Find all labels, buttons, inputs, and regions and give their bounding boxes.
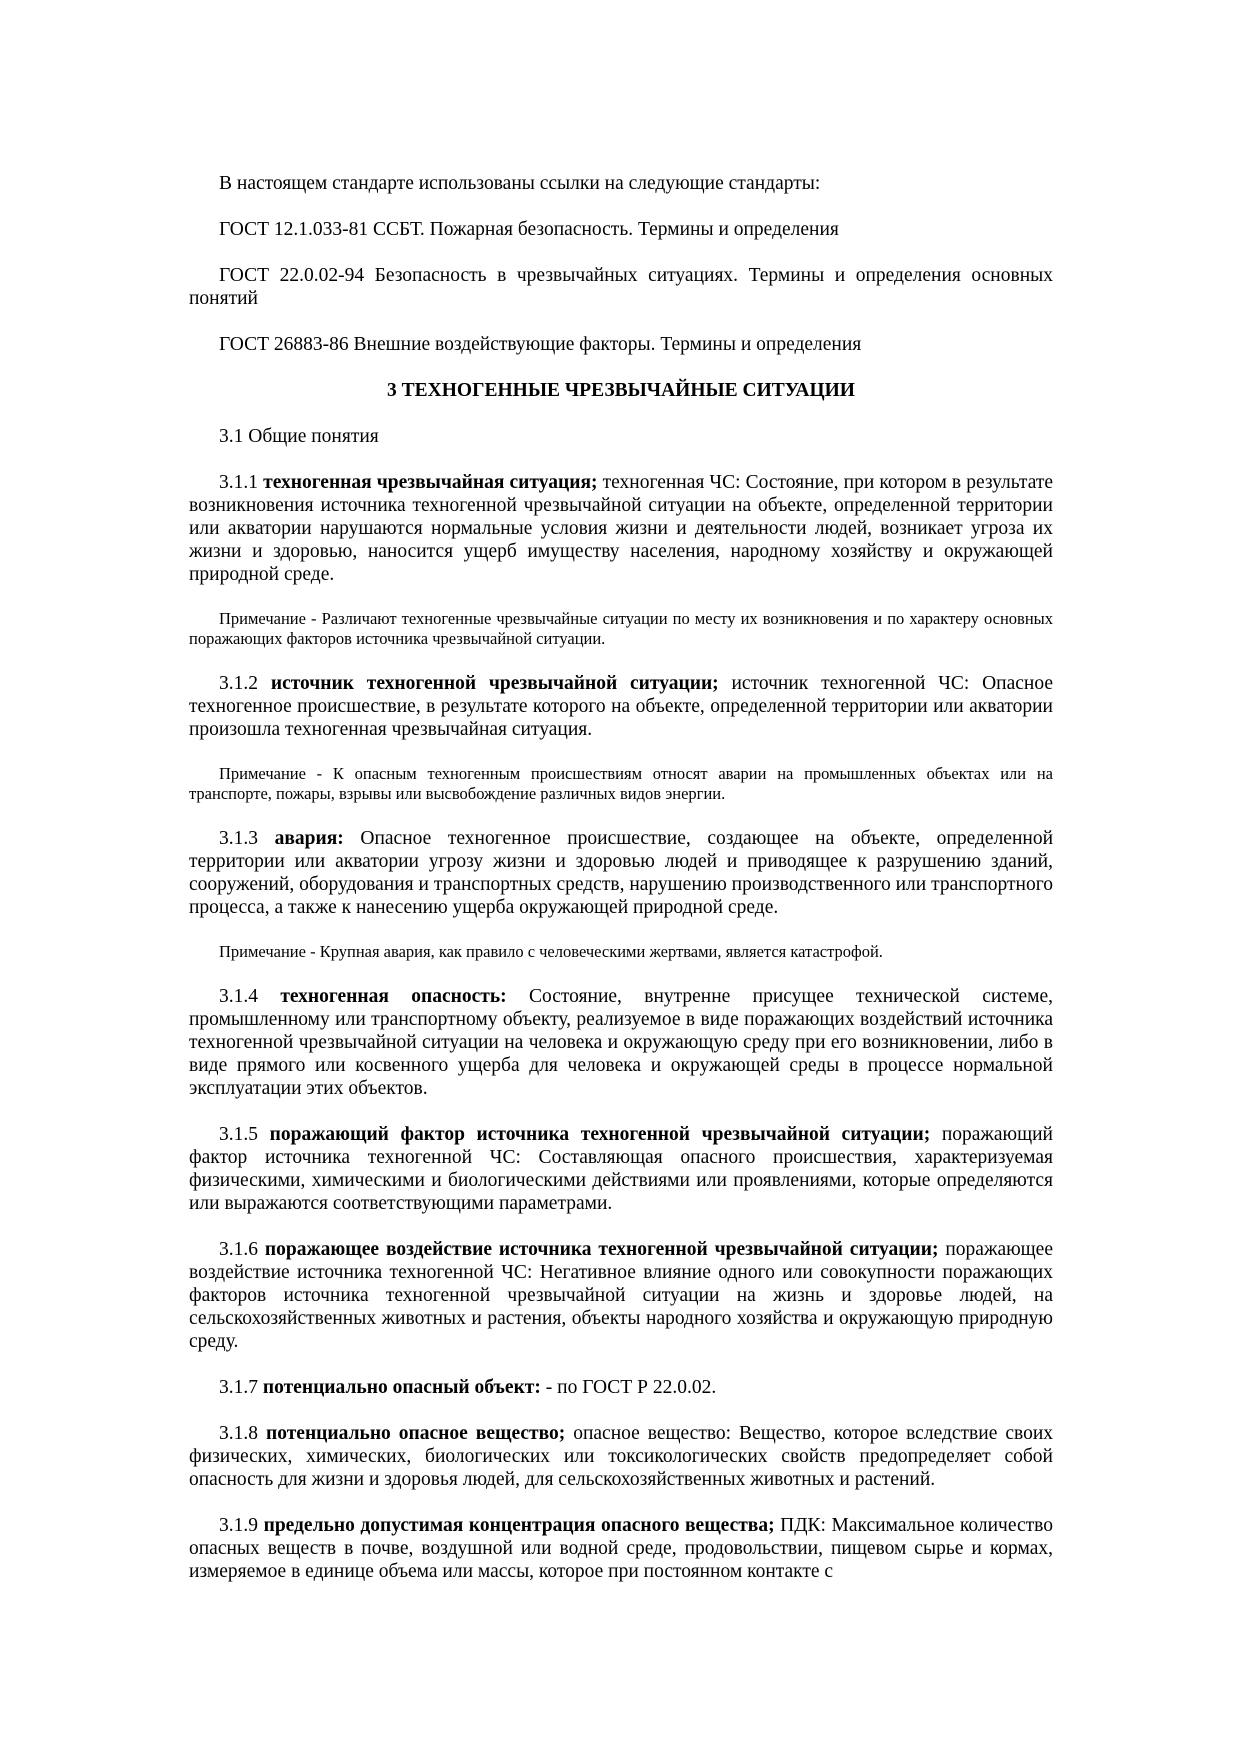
term-name: авария:: [274, 828, 344, 849]
term-number: 3.1.7: [219, 1377, 258, 1398]
term-definition: [189, 471, 1053, 586]
term-name: предельно допустимая концентрация опасного вещества;: [263, 1515, 775, 1536]
term-name: потенциально опасное вещество;: [265, 1423, 566, 1444]
term-name: поражающее воздействие источника техногенной чрезвычайной ситуации;: [264, 1239, 939, 1260]
term-text: ПДК: Максимальное количество опасных веществ в почве, воздушной или водной среде, продовольствии, пищевом сырье и кормах, измеряемое в единице объема или массы, которое при постоянном контакте с: [189, 1515, 1054, 1582]
term-number: 3.1.5: [219, 1124, 258, 1145]
document-page: [189, 172, 1053, 1606]
reference-item: ГОСТ 12.1.033-81 ССБТ. Пожарная безопасность. Термины и определения: [219, 219, 839, 240]
term-number: 3.1.1: [219, 472, 258, 493]
term-definition: [189, 1514, 1053, 1583]
term-number: 3.1.2: [219, 673, 258, 694]
term-name: техногенная опасность:: [280, 986, 507, 1007]
term-name: техногенная чрезвычайная ситуация;: [263, 472, 598, 493]
term-note: Примечание - Различают техногенные чрезвычайные ситуации по месту их возникновения и по характеру основных поражающих факторов источника чрезвычайной ситуации.: [189, 609, 1053, 648]
term-number: 3.1.9: [219, 1515, 258, 1536]
term-definition: [189, 672, 1053, 741]
term-definition: [189, 1422, 1053, 1491]
term-number: 3.1.8: [219, 1423, 258, 1444]
intro-paragraph: В настоящем стандарте использованы ссылки на следующие стандарты:: [219, 173, 821, 194]
term-name: потенциально опасный объект:: [262, 1377, 541, 1398]
term-text: техногенная ЧС: Состояние, при котором в результате возникновения источника техногенной чрезвычайной ситуации на объекте, определенной территории или акватории нарушаются нормальные условия жизни и деятельности людей, возникает угроза их жизни и здоровью, наносится ущерб имуществу населения, народному хозяйству и окружающей природной среде.: [189, 472, 1054, 585]
term-text: поражающее воздействие источника техногенной ЧС: Негативное влияние одного или совокупности поражающих факторов источника техногенной чрезвычайной ситуации на жизнь и здоровье людей, на сельскохозяйственных животных и растения, объекты народного хозяйства и окружающую природную среду.: [189, 1239, 1053, 1352]
reference-item: ГОСТ 22.0.02-94 Безопасность в чрезвычайных ситуациях. Термины и определения основных понятий: [189, 265, 1053, 309]
term-text: Состояние, внутренне присущее технической системе, промышленному или транспортному объекту, реализуемое в виде поражающих воздействий источника техногенной чрезвычайной ситуации на человека и окружающую среду при его возникновении, либо в виде прямого или косвенного ущерба для человека и окружающей среды в процессе нормальной эксплуатации этих объектов.: [189, 986, 1053, 1099]
term-note: Примечание - Крупная авария, как правило с человеческими жертвами, является катастрофой.: [219, 942, 883, 961]
term-note: Примечание - К опасным техногенным происшествиям относят аварии на промышленных объектах или на транспорте, пожары, взрывы или высвобождение различных видов энергии.: [189, 764, 1053, 803]
term-number: 3.1.4: [219, 986, 258, 1007]
term-name: поражающий фактор источника техногенной чрезвычайной ситуации;: [269, 1124, 931, 1145]
subsection-heading: 3.1 Общие понятия: [219, 426, 379, 447]
term-text: источник техногенной ЧС: Опасное техногенное происшествие, в результате которого на объекте, определенной территории или акватории произошла техногенная чрезвычайная ситуация.: [189, 673, 1054, 740]
term-name: источник техногенной чрезвычайной ситуации;: [270, 673, 719, 694]
term-text: - по ГОСТ Р 22.0.02.: [545, 1377, 717, 1398]
term-number: 3.1.3: [219, 828, 258, 849]
term-definition: [189, 985, 1053, 1100]
term-number: 3.1.6: [219, 1239, 258, 1260]
term-text: Опасное техногенное происшествие, создающее на объекте, определенной территории или акватории угрозу жизни и здоровью людей и приводящее к разрушению зданий, сооружений, оборудования и транспортных средств, нарушению производственного или транспортного процесса, а также к нанесению ущерба окружающей природной среде.: [189, 828, 1054, 918]
term-definition: [189, 1376, 1053, 1399]
term-text: поражающий фактор источника техногенной ЧС: Составляющая опасного происшествия, характеризуемая физическими, химическими и биологическими действиями или проявлениями, которые определяются или выражаются соответствующими параметрами.: [189, 1124, 1053, 1214]
reference-item: ГОСТ 26883-86 Внешние воздействующие факторы. Термины и определения: [219, 334, 862, 355]
section-heading: 3 ТЕХНОГЕННЫЕ ЧРЕЗВЫЧАЙНЫЕ СИТУАЦИИ: [387, 380, 855, 401]
term-text: опасное вещество: Вещество, которое вследствие своих физических, химических, биологических или токсикологических свойств предопределяет собой опасность для жизни и здоровья людей, для сельскохозяйственных животных и растений.: [189, 1423, 1054, 1490]
term-definition: [189, 827, 1053, 919]
term-definition: [189, 1238, 1053, 1353]
term-definition: [189, 1123, 1053, 1215]
